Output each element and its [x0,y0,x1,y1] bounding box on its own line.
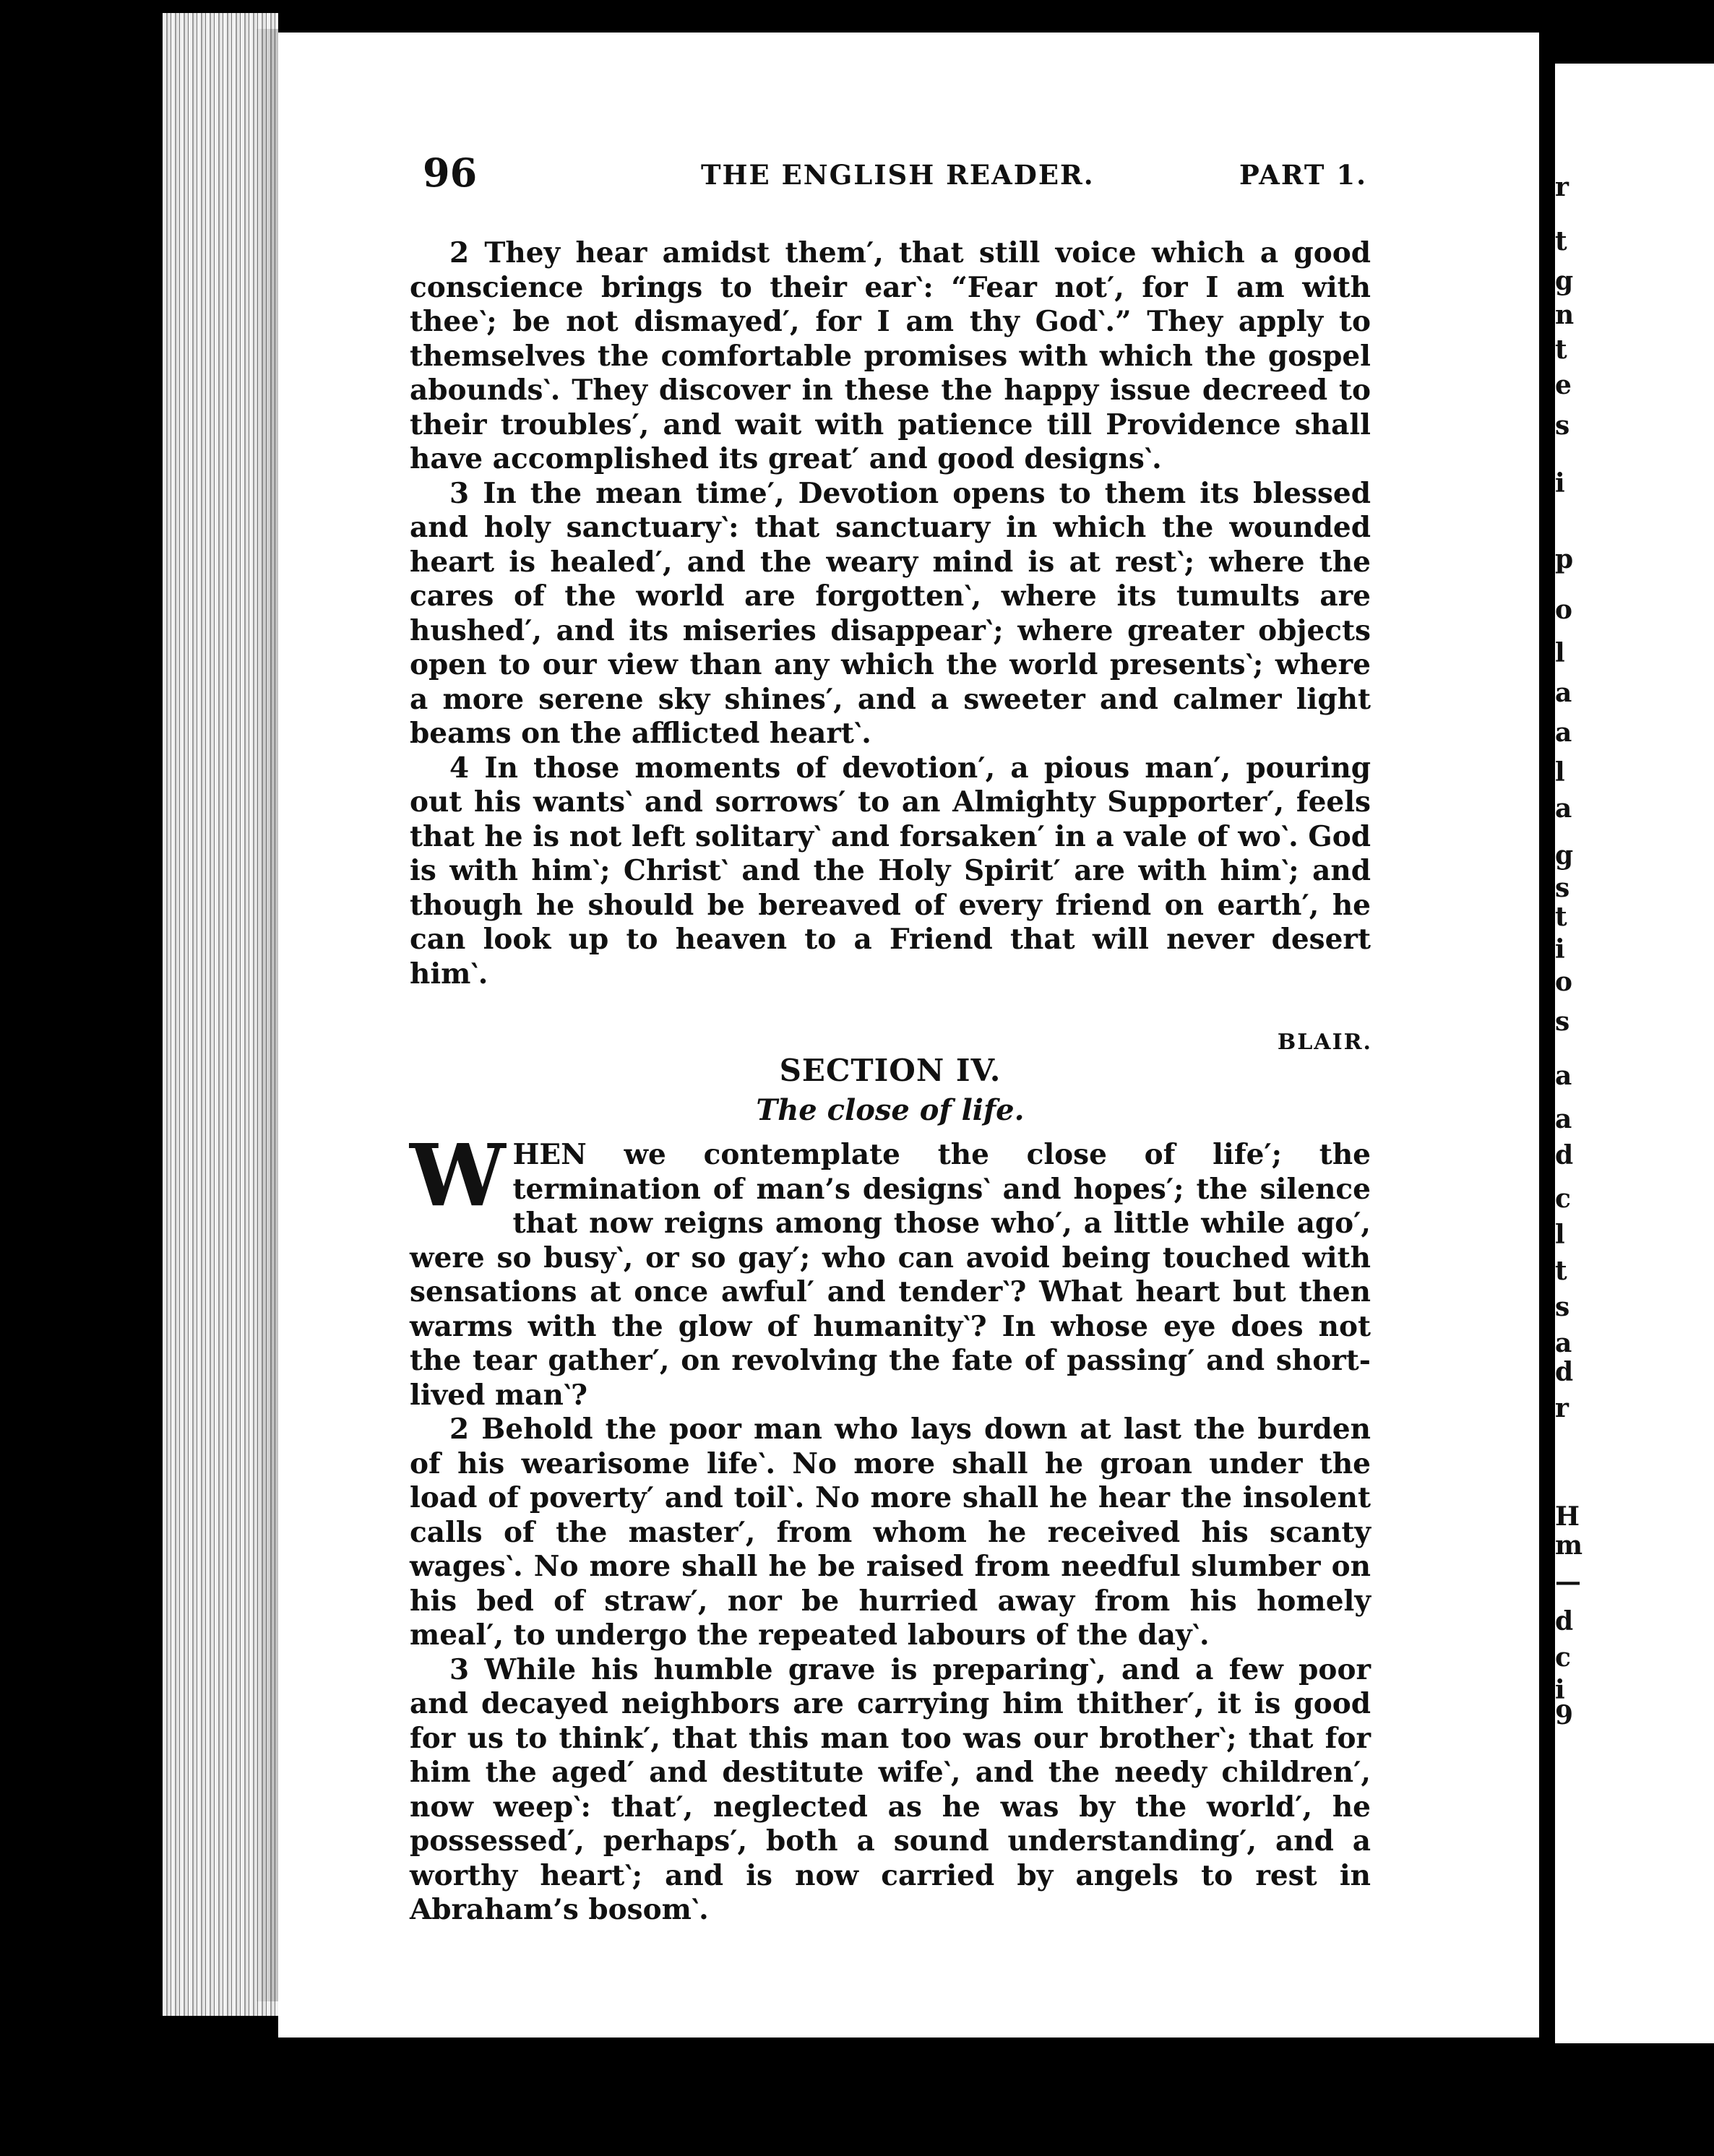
facing-page-fragment: a [1555,678,1572,708]
facing-page-fragment: i [1555,468,1565,499]
facing-page-fragment: d [1555,1140,1574,1170]
part-label: PART 1. [1239,159,1367,191]
facing-page-fragment: g [1555,266,1574,296]
facing-page-fragment: — [1555,1566,1581,1597]
facing-page-fragment: l [1555,1220,1565,1250]
facing-page-fragment: t [1555,902,1567,932]
paragraph: 2 Behold the poor man who lays down at last the burden of his wearisome life‵. No more shall he groan under the load of poverty′ and toil‵. No more shall he hear the insolent calls of the master′, from whom he received his scanty wages‵. No more shall he be raised from needful slumber on his bed of straw′, nor be hurried away from his homely meal′, to undergo the repeated labours of the day‵. [410,1413,1371,1652]
facing-page-fragment: l [1555,757,1565,788]
drop-cap: W [410,1125,506,1225]
facing-page-fragment: s [1555,1006,1570,1037]
facing-page-fragment: c [1555,1642,1571,1673]
facing-page-fragment: r [1555,172,1569,202]
facing-page-fragment: l [1555,638,1565,668]
book-page [278,33,1539,2038]
facing-page-fragment: e [1555,370,1572,400]
facing-page-fragment: c [1555,1183,1571,1214]
facing-page-fragment: d [1555,1606,1574,1637]
facing-page-fragment: H [1555,1501,1580,1532]
paragraph: 4 In those moments of devotion′, a pious man′, pouring out his wants‵ and sorrows′ to an Almighty Supporter′, feels that he is not left solitary‵ and forsaken′ in a vale of wo‵. God is with him‵; Christ‵ and the Holy Spirit′ are with him‵; and though he should be bereaved of every friend on earth′, he can look up to heaven to a Friend that will never desert him‵. [410,751,1371,991]
facing-page-fragment: 9 [1555,1700,1574,1730]
facing-page-fragment: o [1555,595,1573,625]
paragraph: 3 While his humble grave is preparing‵, and a few poor and decayed neighbors are carrying him thither′, it is good for us to think′, that this man too was our brother‵; that for him the aged′ and destitute wife‵, and the needy children′, now weep‵: that′, neglected as he was by the world′, he possessed′, perhaps′, both a sound understanding′, and a worthy heart‵; and is now carried by angels to rest in Abraham’s bosom‵. [410,1652,1371,1926]
paragraph: 3 In the mean time′, Devotion opens to them its blessed and holy sanctuary‵: that sanctuary in which the wounded heart is healed′, and the weary mind is at rest‵; where the cares of the world are forgotten‵, where its tumults are hushed′, and its miseries disappear‵; where greater objects open to our view than any which the world presents‵; where a more serene sky shines′, and a sweeter and calmer light beams on the afflicted heart‵. [410,476,1371,750]
section-heading: SECTION IV. [779,1053,1002,1088]
facing-page-fragment: i [1555,934,1565,965]
section-text [410,1125,1371,1928]
page-number: 96 [423,150,478,196]
paragraph-text: HEN we contemplate the close of life′; the termination of man’s designs‵ and hopes′; the silence that now reigns among those who′, a little while ago′, were so busy‵, or so gay′; who can avoid being touched with sensations at once awful′ and tender‵? What heart but then warms with the glow of humanity‵? In whose eye does not the tear gather′, on revolving the fate of passing′ and short-lived man‵? [410,1138,1371,1412]
facing-page-fragment: g [1555,840,1574,871]
paragraph: 2 They hear amidst them′, that still voice which a good conscience brings to their ear‵: “Fear not′, for I am with thee‵; be not dismayed′, for I am thy God‵.” They apply to themselves the comfortable promises with which the gospel abounds‵. They discover in these the happy issue decreed to their troubles′, and wait with patience till Providence shall have accomplished its great′ and good designs‵. [410,236,1371,475]
paragraph [410,1125,1371,1413]
facing-page-fragment: s [1555,410,1570,441]
facing-page-fragment: t [1555,1256,1567,1286]
facing-page-fragment: s [1555,1292,1570,1322]
facing-page-fragment: t [1555,335,1567,365]
section-subtitle: The close of life. [756,1093,1025,1127]
facing-page-fragment: a [1555,717,1572,748]
facing-page-fragment: a [1555,793,1572,824]
facing-page-fragment: o [1555,967,1573,997]
facing-page-fragment: s [1555,873,1570,903]
facing-page-fragment: a [1555,1061,1572,1091]
facing-page-fragment: r [1555,1393,1569,1423]
facing-page-fragment: t [1555,226,1567,256]
facing-page-fragment: p [1555,544,1574,574]
running-title: THE ENGLISH READER. [701,159,1095,191]
facing-page-edge [1555,64,1714,2043]
facing-page-fragment: i [1555,1675,1565,1705]
previous-section-text [410,236,1371,991]
facing-page-fragment: a [1555,1328,1572,1358]
facing-page-fragment: d [1555,1357,1574,1387]
facing-page-fragment: a [1555,1104,1572,1134]
facing-page-fragment: m [1555,1530,1583,1561]
author-attribution: BLAIR. [1277,1030,1372,1055]
facing-page-fragment: n [1555,300,1575,330]
